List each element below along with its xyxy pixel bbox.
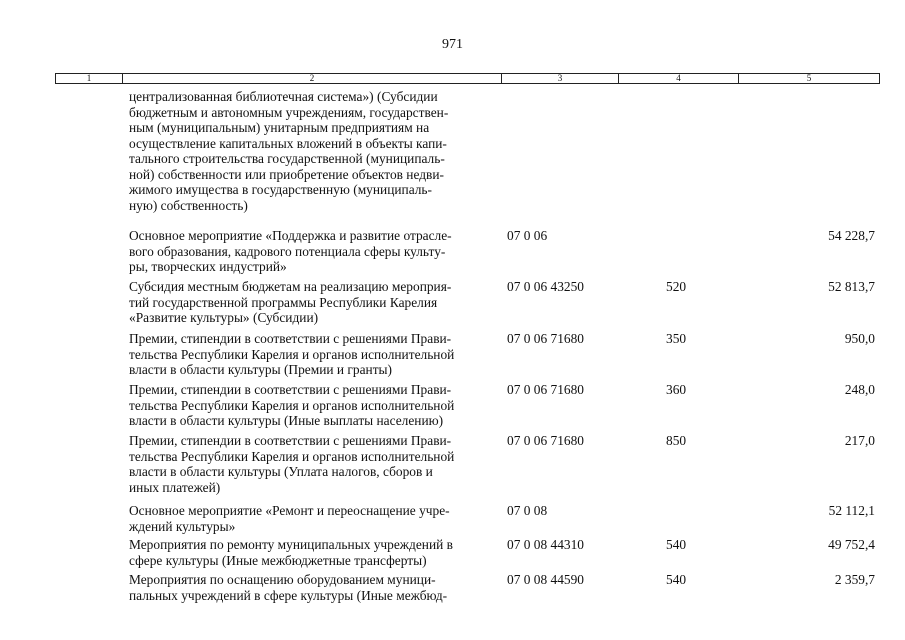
- row-name: Премии, стипендии в соответствии с решениями Прави- тельства Республики Карелия и органов исполнительной власти в области культуры (Уплата налогов, сборов и иных платежей): [129, 433, 455, 495]
- column-header-4: 4: [619, 74, 739, 83]
- column-header-5: 5: [806, 73, 812, 83]
- row-expense-type: 850: [666, 433, 687, 448]
- row-code: 07 0 06 71680: [507, 433, 584, 448]
- column-header-2: 2: [123, 74, 502, 83]
- row-name: Мероприятия по ремонту муниципальных учреждений в сфере культуры (Иные межбюджетные трансферты): [129, 537, 453, 568]
- row-amount: 54 228,7: [828, 228, 875, 243]
- column-header-3: 3: [502, 74, 619, 83]
- row-amount: 52 813,7: [828, 279, 875, 294]
- row-name: Премии, стипендии в соответствии с решениями Прави- тельства Республики Карелия и органов исполнительной власти в области культуры (Премии и гранты): [129, 331, 455, 377]
- column-header-1: 1: [56, 74, 123, 83]
- row-name: Мероприятия по оснащению оборудованием муници- пальных учреждений в сфере культуры (Иные межбюд-: [129, 572, 448, 603]
- row-code: 07 0 08: [507, 503, 548, 518]
- row-name: Основное мероприятие «Поддержка и развитие отрасле- вого образования, кадрового потенциала сферы культу- ры, творческих индустрий»: [129, 228, 452, 274]
- row-name: Премии, стипендии в соответствии с решениями Прави- тельства Республики Карелия и органов исполнительной власти в области культуры (Иные выплаты населению): [129, 382, 455, 428]
- row-amount: 49 752,4: [828, 537, 875, 552]
- row-code: 07 0 06: [507, 228, 548, 243]
- row-name: Основное мероприятие «Ремонт и переоснащение учре- ждений культуры»: [129, 503, 450, 534]
- row-amount: 52 112,1: [828, 503, 875, 518]
- row-amount: 950,0: [844, 331, 875, 346]
- page-number: 971: [442, 37, 463, 52]
- row-expense-type: 360: [666, 382, 687, 397]
- row-code: 07 0 08 44310: [507, 537, 584, 552]
- row-expense-type: 540: [666, 537, 687, 552]
- row-code: 07 0 06 71680: [507, 331, 584, 346]
- table-header-row: [55, 73, 880, 84]
- row-expense-type: 540: [666, 572, 687, 587]
- row-code: 07 0 06 71680: [507, 382, 584, 397]
- row-code: 07 0 08 44590: [507, 572, 584, 587]
- row-name: централизованная библиотечная система») (Субсидии бюджетным и автономным учреждениям, государствен- ным (муниципальным) унитарным предприятиям на осуществление капитальных вложений в объекты капи- тального строительства государственной (муниципаль- ной) собственности или приобретение объектов недви- жимого имущества в государственную (муниципаль- ную) собственность): [129, 89, 449, 213]
- row-amount: 217,0: [844, 433, 875, 448]
- row-expense-type: 520: [666, 279, 687, 294]
- row-amount: 2 359,7: [834, 572, 875, 587]
- row-name: Субсидия местным бюджетам на реализацию мероприя- тий государственной программы Республики Карелия «Развитие культуры» (Субсидии): [129, 279, 452, 325]
- row-code: 07 0 06 43250: [507, 279, 584, 294]
- row-amount: 248,0: [844, 382, 875, 397]
- row-expense-type: 350: [666, 331, 687, 346]
